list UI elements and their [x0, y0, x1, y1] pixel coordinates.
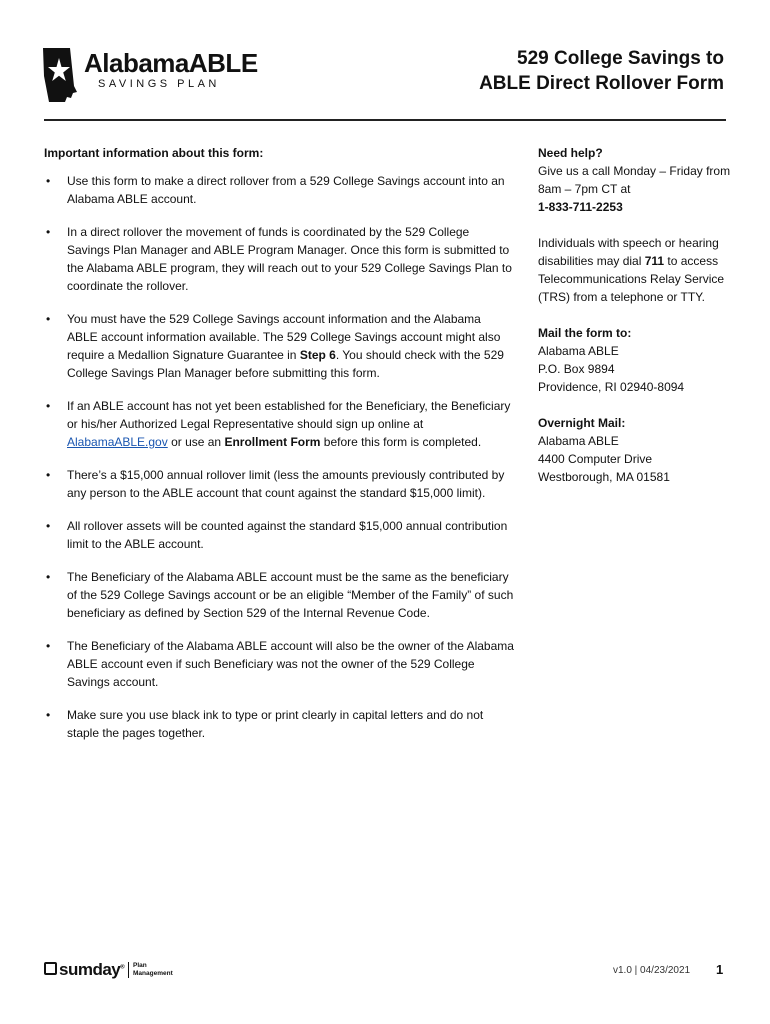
brand-subtitle: SAVINGS PLAN: [98, 78, 220, 90]
sumday-box-icon: [44, 962, 57, 975]
overnight-line: Westborough, MA 01581: [538, 470, 670, 484]
mail-line: Providence, RI 02940-8094: [538, 380, 685, 394]
info-item: • There’s a $15,000 annual rollover limit (less the amounts previously contributed by any person to the ABLE account that count against the standard $15,000 limit).: [44, 466, 514, 502]
info-text: . You should check with the 529 College Savings Plan Manager before submitting this form.: [67, 348, 504, 380]
mail-heading: Mail the form to:: [538, 326, 632, 340]
tty-block: [538, 234, 733, 306]
info-list: [44, 172, 514, 742]
enrollment-form-reference: Enrollment Form: [224, 435, 321, 449]
sumday-logo: [44, 960, 184, 982]
info-item: [44, 310, 514, 382]
version-date: v1.0 | 04/23/2021: [613, 965, 691, 976]
help-heading: Need help?: [538, 146, 603, 160]
form-title: [479, 46, 724, 96]
management-label: Management: [133, 970, 173, 977]
contact-sidebar: [538, 144, 733, 504]
page-number: 1: [716, 962, 724, 977]
registered-mark: ®: [120, 964, 125, 971]
alabama-state-star-icon: [40, 46, 80, 104]
sumday-text: sumday: [59, 960, 121, 979]
plan-management-label: [133, 962, 173, 978]
tty-text: Individuals with speech or hearing disabilities may dial: [538, 236, 719, 268]
tty-text: to access Telecommunications Relay Service (TRS) from a telephone or TTY.: [538, 254, 725, 304]
info-item: • The Beneficiary of the Alabama ABLE account will also be the owner of the Alabama ABLE account even if such Beneficiary was not the owner of the 529 College Savings account.: [44, 637, 514, 691]
info-item: • All rollover assets will be counted against the standard $15,000 annual contribution limit to the ABLE account.: [44, 517, 514, 553]
overnight-line: 4400 Computer Drive: [538, 452, 653, 466]
info-text: You must have the 529 College Savings account information and the Alabama ABLE account information available. The 529 College Savings account might also require a Medallion Signature Guarantee in: [67, 312, 501, 362]
overnight-line: Alabama ABLE: [538, 434, 619, 448]
important-info-heading: Important information about this form:: [44, 146, 264, 160]
help-phone: 1-833-711-2253: [538, 200, 623, 214]
info-item: • In a direct rollover the movement of funds is coordinated by the 529 College Savings Plan Manager and ABLE Program Manager. Once this form is submitted to the Alabama ABLE program, they will reach out to your 529 College Savings Plan to coordinate the rollover.: [44, 223, 514, 295]
tty-number: 711: [644, 254, 665, 268]
alabama-able-logo: [40, 46, 258, 106]
overnight-heading: Overnight Mail:: [538, 416, 626, 430]
info-item: • The Beneficiary of the Alabama ABLE account must be the same as the beneficiary of the 529 College Savings account or be an eligible “Member of the Family” of such beneficiary as defined by Section 529 of the Internal Revenue Code.: [44, 568, 514, 622]
info-item: • Use this form to make a direct rollover from a 529 College Savings account into an Alabama ABLE account.: [44, 172, 514, 208]
logo-divider: [128, 962, 129, 978]
help-block: [538, 144, 733, 216]
info-item: [44, 397, 514, 451]
mail-block: [538, 324, 733, 396]
form-title-line2: ABLE Direct Rollover Form: [479, 73, 724, 94]
info-text: If an ABLE account has not yet been established for the Beneficiary, the Beneficiary or his/her Authorized Legal Representative should sign up online at: [67, 399, 511, 431]
overnight-block: [538, 414, 733, 486]
sumday-wordmark: [44, 960, 124, 980]
mail-line: P.O. Box 9894: [538, 362, 615, 376]
important-info-section: [44, 144, 514, 757]
info-text: or use an: [167, 435, 225, 449]
help-text: Give us a call Monday – Friday from 8am – 7pm CT at: [538, 164, 731, 196]
alabama-able-link[interactable]: AlabamaABLE.gov: [67, 435, 168, 449]
step-6-reference: Step 6: [299, 348, 336, 362]
brand-name: AlabamaABLE: [84, 48, 258, 78]
info-item: • Make sure you use black ink to type or print clearly in capital letters and do not staple the pages together.: [44, 706, 514, 742]
form-title-line1: 529 College Savings to: [517, 48, 724, 69]
plan-label: Plan: [133, 962, 147, 969]
header-divider: [44, 119, 726, 121]
info-text: before this form is completed.: [320, 435, 482, 449]
mail-line: Alabama ABLE: [538, 344, 619, 358]
